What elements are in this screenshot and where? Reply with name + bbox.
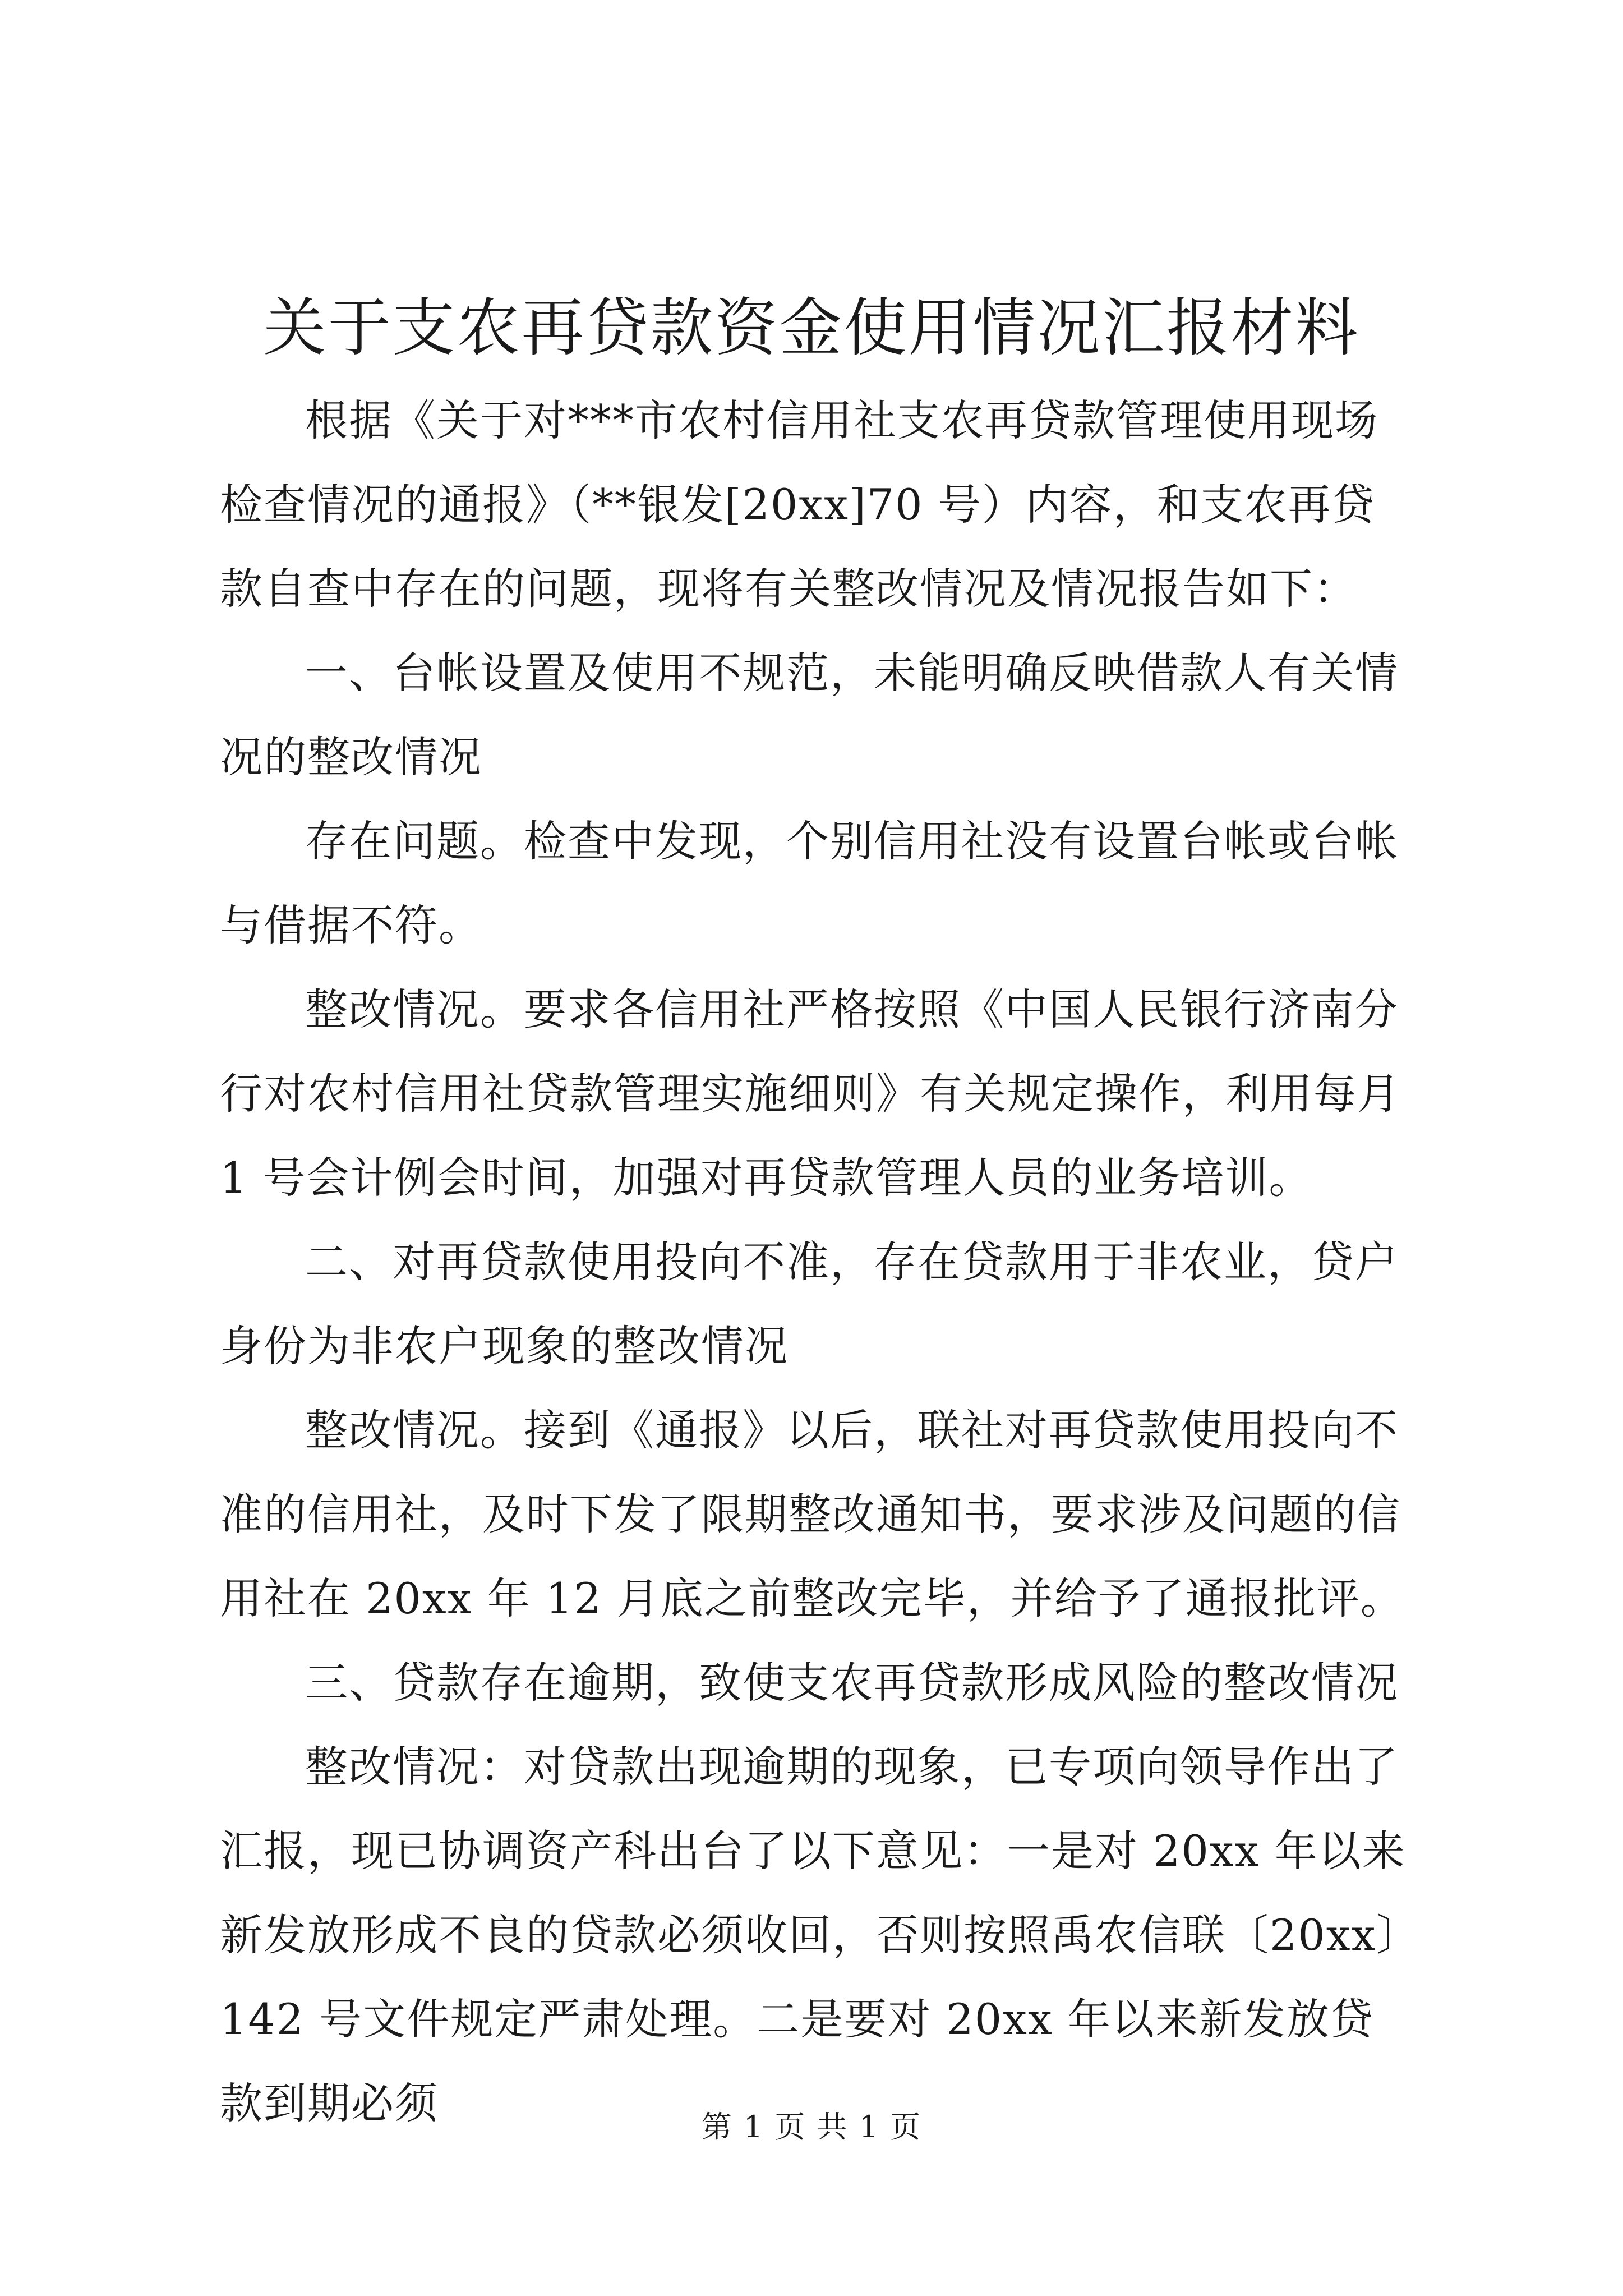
paragraph-intro: 根据《关于对***市农村信用社支农再贷款管理使用现场检查情况的通报》（**银发[20xx]70 号）内容，和支农再贷款自查中存在的问题，现将有关整改情况及情况报告如下： <box>220 395 1378 614</box>
paragraph-rectification-3: 整改情况：对贷款出现逾期的现象，已专项向领导作出了汇报，现已协调资产科出台了以下意见：一是对 20xx 年以来新发放形成不良的贷款必须收回，否则按照禹农信联〔20xx〕142 号文件规定严肃处理。二是要对 20xx 年以来新发放贷款到期必须 <box>220 1742 1406 2128</box>
page-footer: 第 1 页 共 1 页 <box>701 2109 922 2145</box>
paragraph-rectification-1: 整改情况。要求各信用社严格按照《中国人民银行济南分行对农村信用社贷款管理实施细则》有关规定操作，利用每月 1 号会计例会时间，加强对再贷款管理人员的业务培训。 <box>220 984 1416 1203</box>
section-heading-3: 三、贷款存在逾期，致使支农再贷款形成风险的整改情况 <box>305 1658 1399 1708</box>
document-body <box>220 379 1416 2146</box>
section-heading-2: 二、对再贷款使用投向不准，存在贷款用于非农业，贷户身份为非农户现象的整改情况 <box>220 1237 1399 1371</box>
paragraph-rectification-2: 整改情况。接到《通报》以后，联社对再贷款使用投向不准的信用社，及时下发了限期整改通知书，要求涉及问题的信用社在 20xx 年 12 月底之前整改完毕，并给予了通报批评。 <box>220 1405 1404 1623</box>
document-title: 关于支农再贷款资金使用情况汇报材料 <box>263 292 1360 365</box>
section-heading-1: 一、台帐设置及使用不规范，未能明确反映借款人有关情况的整改情况 <box>220 648 1399 782</box>
paragraph-problem-1: 存在问题。检查中发现，个别信用社没有设置台帐或台帐与借据不符。 <box>220 816 1399 950</box>
